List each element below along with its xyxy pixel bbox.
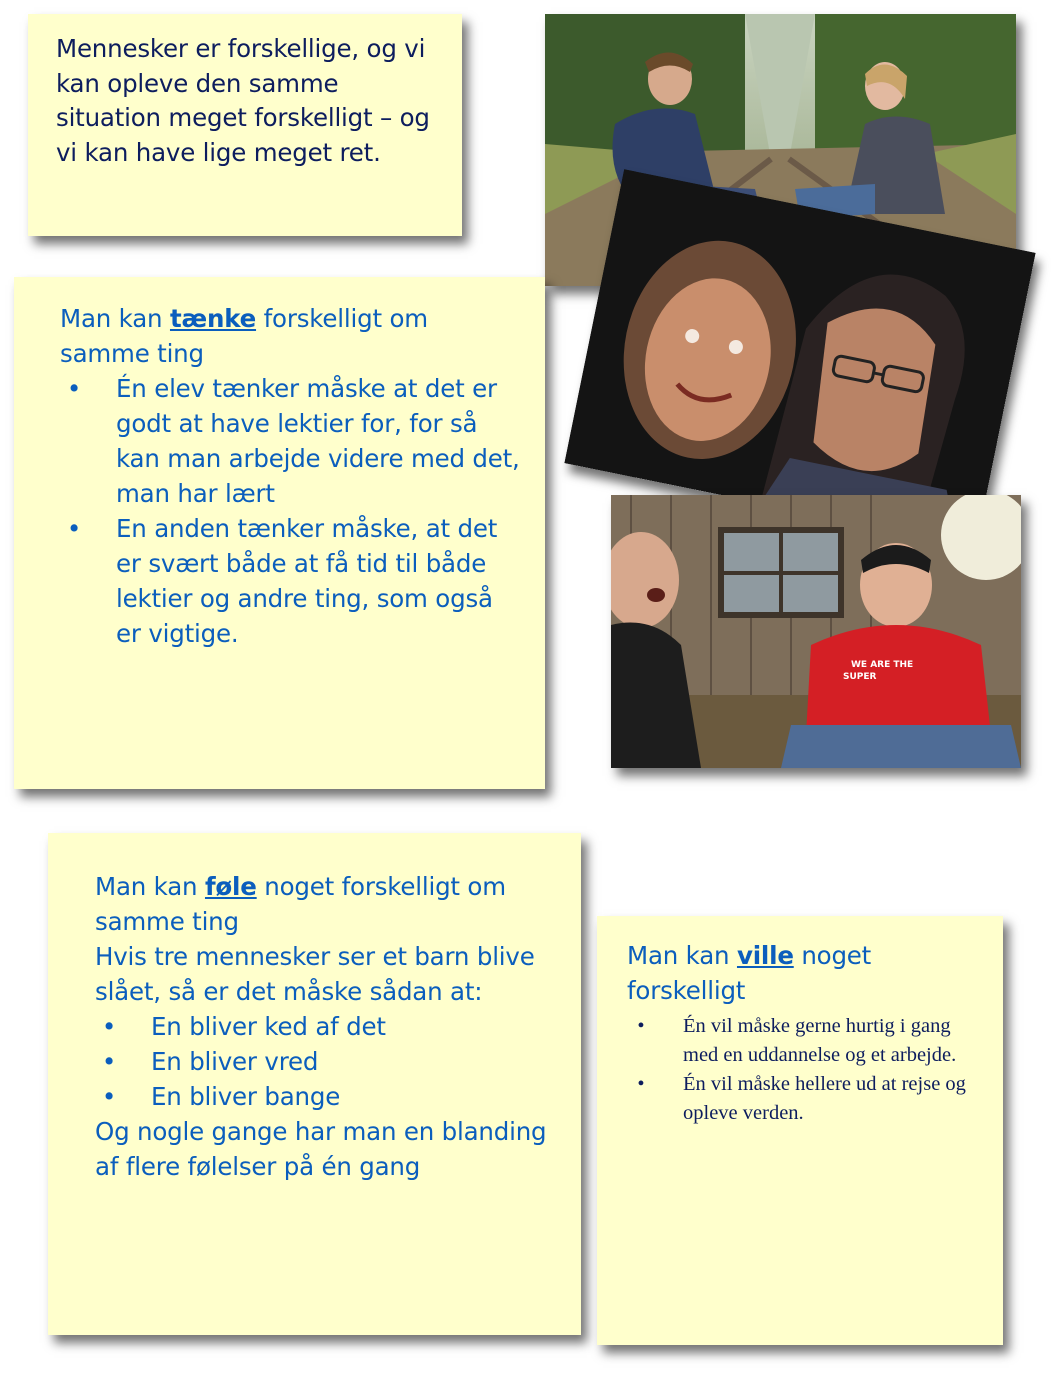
want-bullet-list <box>627 1012 989 1128</box>
intro-text: Mennesker er forskellige, og vi kan opleve den samme situation meget forskelligt – og vi kan have lige meget ret. <box>56 34 430 167</box>
want-bullet-text: Én vil måske gerne hurtig i gang med en uddannelse og et arbejde. <box>683 1015 957 1066</box>
feel-bullet-text: En bliver bange <box>151 1082 341 1111</box>
feel-keyword: føle <box>204 872 257 901</box>
think-heading <box>60 301 525 371</box>
think-keyword: tænke <box>169 304 257 333</box>
bullet-icon: • <box>637 1073 645 1095</box>
bullet-icon: • <box>66 514 82 543</box>
photo-laughing-boys <box>611 495 1021 768</box>
want-heading-prefix: Man kan <box>627 941 737 970</box>
list-item <box>95 1044 561 1079</box>
want-note <box>597 916 1003 1345</box>
svg-text:WE ARE THE: WE ARE THE <box>851 660 914 670</box>
feel-bullet-list <box>95 1009 561 1114</box>
bullet-icon: • <box>101 1047 117 1076</box>
svg-text:SUPER: SUPER <box>843 672 877 682</box>
list-item <box>60 511 525 651</box>
list-item <box>95 1079 561 1114</box>
want-bullet-text: Én vil måske hellere ud at rejse og opleve verden. <box>683 1073 966 1124</box>
think-heading-suffix: forskelligt om samme ting <box>60 304 428 368</box>
think-bullet-text: Én elev tænker måske at det er godt at have lektier for, for så kan man arbejde videre med det, man har lært <box>116 374 520 508</box>
list-item <box>627 1070 989 1128</box>
think-bullet-list <box>60 371 525 651</box>
think-bullet-text: En anden tænker måske, at det er svært både at få tid til både lektier og andre ting, som også er vigtige. <box>116 514 498 648</box>
feel-bullet-text: En bliver vred <box>151 1047 319 1076</box>
list-item <box>95 1009 561 1044</box>
bullet-icon: • <box>101 1012 117 1041</box>
think-note <box>14 277 545 789</box>
list-item <box>60 371 525 511</box>
feel-bullet-text: En bliver ked af det <box>151 1012 386 1041</box>
bullet-icon: • <box>637 1015 645 1037</box>
feel-note <box>48 833 581 1335</box>
feel-intro: Hvis tre mennesker ser et barn blive slået, så er det måske sådan at: <box>95 942 535 1006</box>
feel-heading-prefix: Man kan <box>95 872 205 901</box>
feel-heading <box>95 869 561 939</box>
bullet-icon: • <box>66 374 82 403</box>
want-heading-suffix: noget forskelligt <box>627 941 872 1005</box>
feel-outro: Og nogle gange har man en blanding af flere følelser på én gang <box>95 1117 547 1181</box>
want-keyword: ville <box>736 941 794 970</box>
intro-note <box>28 14 462 236</box>
want-heading <box>627 938 989 1008</box>
feel-heading-suffix: noget forskelligt om samme ting <box>95 872 506 936</box>
list-item <box>627 1012 989 1070</box>
think-heading-prefix: Man kan <box>60 304 170 333</box>
bullet-icon: • <box>101 1082 117 1111</box>
